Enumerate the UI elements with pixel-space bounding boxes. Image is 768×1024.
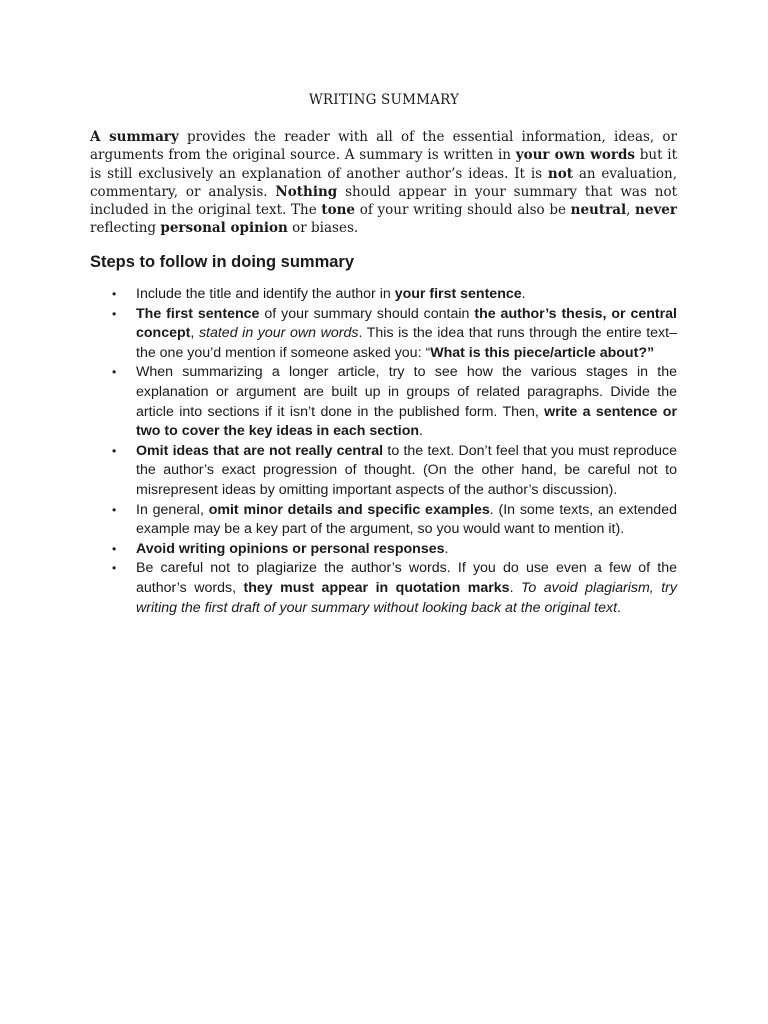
intro-text: Nothing: [275, 183, 338, 200]
list-item: [90, 363, 677, 441]
step-text: . (In some texts, an extended example may be a key part of the argument, so you would want to mention it).: [136, 501, 677, 538]
step-text: they must appear in quotation marks: [243, 579, 510, 596]
intro-paragraph: [90, 128, 677, 238]
steps-list: [90, 285, 677, 618]
list-item: [90, 442, 677, 501]
step-text: In general,: [136, 501, 209, 518]
page-title: WRITING SUMMARY: [308, 92, 460, 108]
bullet-icon: •: [112, 365, 117, 380]
intro-text: should appear in your summary that was not included in the original text. The: [90, 183, 678, 219]
bullet-icon: •: [112, 287, 117, 301]
step-text: the author’s thesis, or central concept: [136, 305, 677, 342]
intro-text: A summary: [90, 129, 179, 145]
step-text: to the text. Don’t feel that you must reproduce the author’s exact progression of thought. (On the other hand, be careful not to misrepresent ideas by omitting important aspects of the author’s discussion).: [136, 442, 677, 498]
intro-text: of your writing should also be: [355, 202, 571, 219]
step-text: . This is the idea that runs through the entire text–the one you’d mention if someone asked you: “: [136, 325, 677, 361]
step-text: .: [444, 540, 449, 557]
step-text: The first sentence: [136, 305, 260, 322]
list-item: [90, 501, 677, 540]
step-text: .: [509, 579, 522, 596]
intro-text: provides the reader with all of the essential information, ideas, or arguments from the original source. A summary is written in: [90, 129, 677, 164]
step-text: .: [617, 599, 621, 616]
step-text: .: [419, 423, 424, 440]
step-text: Be careful not to plagiarize the author’s words. If you do use even a few of the author’s words,: [136, 560, 677, 596]
list-item: [90, 559, 677, 618]
step-text: When summarizing a longer article, try to see how the various stages in the explanation or argument are built up in groups of related paragraphs. Divide the article into sections if it isn’t done in the published form. Then,: [136, 364, 677, 420]
intro-text: an evaluation, commentary, or analysis.: [90, 165, 677, 200]
bullet-icon: •: [112, 443, 117, 458]
intro-text: your own words: [515, 147, 636, 164]
intro-text: tone: [321, 202, 356, 219]
step-text: .: [521, 286, 526, 302]
step-text: omit minor details and specific examples: [208, 501, 490, 518]
step-text: Omit ideas that are not really central: [136, 442, 384, 459]
step-text: Include the title and identify the author in: [136, 286, 395, 302]
step-text: To avoid plagiarism, try writing the first draft of your summary without looking back at the original text: [136, 579, 677, 616]
list-item: [90, 305, 677, 364]
step-text: Avoid writing opinions or personal responses: [136, 540, 445, 557]
step-text: write a sentence or two to cover the key ideas in each section: [136, 403, 677, 440]
intro-text: not: [547, 165, 573, 182]
section-heading: Steps to follow in doing summary: [90, 253, 355, 271]
intro-text: personal opinion: [160, 220, 288, 237]
step-text: your first sentence: [394, 286, 522, 302]
step-text: stated in your own words: [198, 325, 359, 342]
list-item: [90, 285, 677, 305]
step-text: What is this piece/article about?”: [430, 344, 655, 361]
bullet-icon: •: [112, 502, 117, 517]
step-text: ,: [190, 325, 199, 342]
list-item: [90, 540, 677, 560]
intro-text: never: [635, 202, 677, 219]
bullet-icon: •: [112, 541, 117, 556]
intro-text: but it is still exclusively an explanation of another author’s ideas. It is: [90, 147, 677, 182]
intro-text: ,: [626, 202, 636, 219]
step-text: of your summary should contain: [259, 305, 475, 322]
intro-text: neutral: [570, 202, 627, 219]
bullet-icon: •: [112, 561, 117, 576]
intro-text: reflecting: [90, 220, 161, 237]
intro-text: or biases.: [287, 220, 359, 237]
bullet-icon: •: [112, 306, 117, 321]
